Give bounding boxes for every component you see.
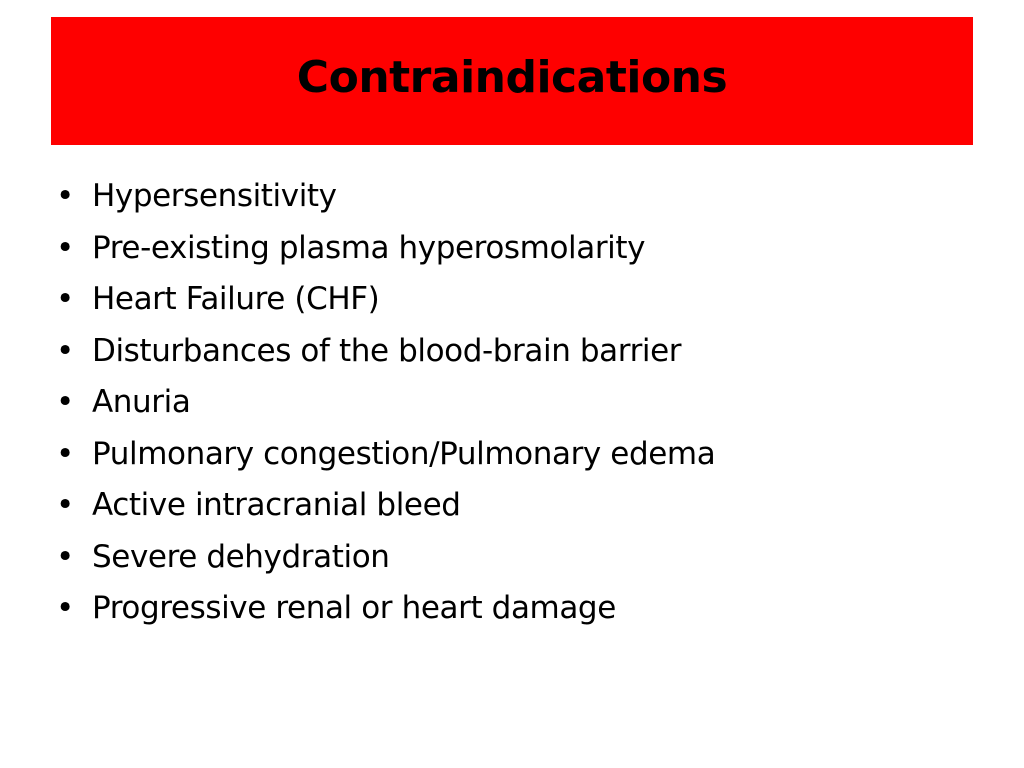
bullet-icon: • bbox=[56, 384, 74, 420]
bullet-icon: • bbox=[56, 538, 74, 575]
bullet-icon: • bbox=[56, 435, 74, 472]
list-item bbox=[51, 487, 715, 539]
list-item-text: Pre-existing plasma hyperosmolarity bbox=[92, 229, 646, 266]
list-item bbox=[51, 178, 715, 230]
bullet-list bbox=[51, 178, 715, 642]
slide-title: Contraindications bbox=[296, 51, 728, 103]
list-item bbox=[51, 590, 715, 642]
list-item-text: Heart Failure (CHF) bbox=[92, 281, 380, 317]
title-bar bbox=[51, 17, 973, 145]
list-item bbox=[51, 384, 715, 436]
list-item-text: Active intracranial bleed bbox=[92, 487, 461, 523]
list-item bbox=[51, 333, 715, 385]
list-item bbox=[51, 281, 715, 333]
bullet-icon: • bbox=[56, 487, 74, 523]
list-item bbox=[51, 539, 715, 591]
list-item-text: Anuria bbox=[92, 384, 191, 420]
list-item-text: Pulmonary congestion/Pulmonary edema bbox=[92, 435, 716, 472]
bullet-icon: • bbox=[56, 590, 74, 626]
bullet-icon: • bbox=[56, 229, 74, 266]
list-item-text: Severe dehydration bbox=[92, 538, 390, 575]
list-item bbox=[51, 230, 715, 282]
bullet-icon: • bbox=[56, 281, 74, 317]
list-item-text: Hypersensitivity bbox=[92, 178, 337, 214]
list-item-text: Progressive renal or heart damage bbox=[92, 590, 616, 626]
list-item-text: Disturbances of the blood-brain barrier bbox=[92, 332, 682, 369]
list-item bbox=[51, 436, 715, 488]
bullet-icon: • bbox=[56, 332, 74, 369]
bullet-icon: • bbox=[56, 178, 74, 214]
